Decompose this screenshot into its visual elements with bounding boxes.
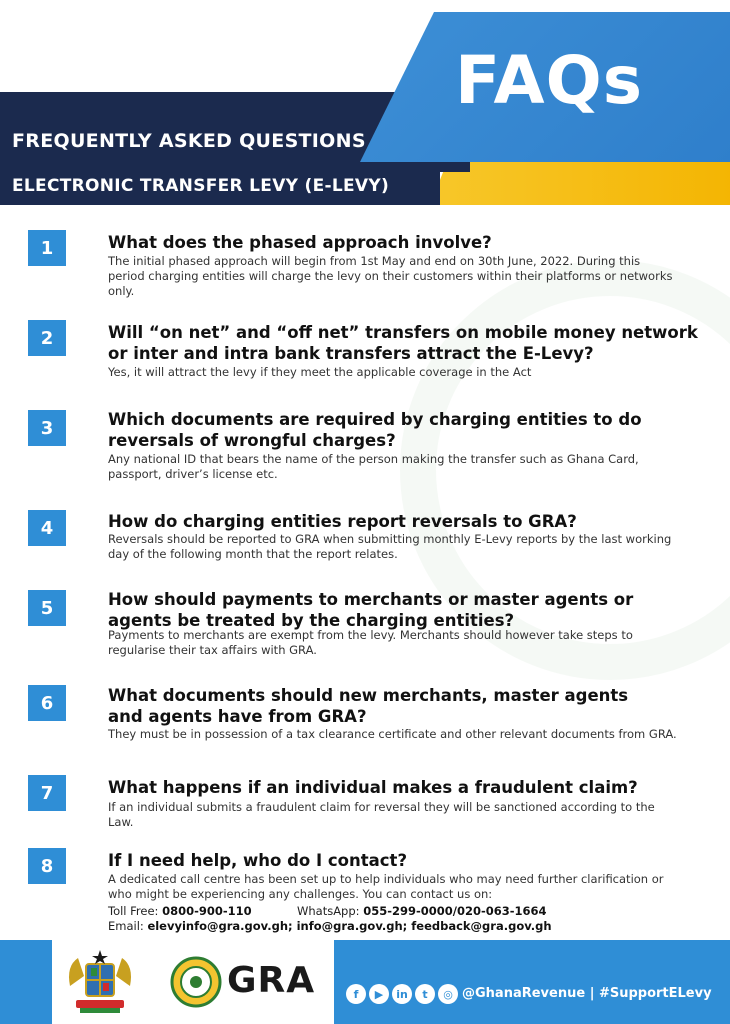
faq-number-badge: 1 (28, 230, 66, 266)
faq-number-badge: 3 (28, 410, 66, 446)
faq-number-badge: 7 (28, 775, 66, 811)
faq-question: What happens if an individual makes a fraudulent claim? (108, 778, 638, 797)
faq-question: What does the phased approach involve? (108, 233, 492, 252)
faqs-badge: FAQs (455, 42, 643, 119)
faq-answer: Payments to merchants are exempt from the levy. Merchants should however take steps to regularise their tax affairs with GRA. (108, 628, 633, 657)
faq-number-badge: 2 (28, 320, 66, 356)
page-subtitle: ELECTRONIC TRANSFER LEVY (E-LEVY) (12, 176, 390, 196)
contact-phone-row (108, 904, 547, 918)
social-icons (346, 984, 458, 1004)
faq-question: How should payments to merchants or master agents or agents be treated by the charging entities? (108, 590, 634, 630)
youtube-icon[interactable]: ▶ (369, 984, 389, 1004)
email-label: Email: (108, 919, 144, 933)
faq-answer: Reversals should be reported to GRA when submitting monthly E-Levy reports by the last working day of the following month that the report relates. (108, 532, 672, 561)
whatsapp-label: WhatsApp: (296, 904, 360, 918)
header-banner (0, 0, 730, 205)
faq-number-badge: 4 (28, 510, 66, 546)
faq-answer: Any national ID that bears the name of the person making the transfer such as Ghana Card, passport, driver’s license etc. (108, 452, 639, 481)
faq-number-badge: 8 (28, 848, 66, 884)
twitter-icon[interactable]: t (415, 984, 435, 1004)
faq-answer: A dedicated call centre has been set up to help individuals who may need further clarification or who might be experiencing any challenges. You can contact us on: (108, 872, 664, 901)
gra-seal-icon (170, 956, 222, 1008)
faq-answer: If an individual submits a fraudulent claim for reversal they will be sanctioned according to the Law. (108, 800, 655, 829)
faq-number-badge: 6 (28, 685, 66, 721)
faq-answer: They must be in possession of a tax clearance certificate and other relevant documents from GRA. (108, 727, 677, 741)
email-addresses[interactable]: elevyinfo@gra.gov.gh; info@gra.gov.gh; feedback@gra.gov.gh (147, 919, 552, 933)
faq-question: How do charging entities report reversals to GRA? (108, 512, 577, 531)
faq-question: What documents should new merchants, master agents and agents have from GRA? (108, 686, 629, 726)
ghana-coat-of-arms-icon (64, 946, 136, 1018)
facebook-icon[interactable]: f (346, 984, 366, 1004)
social-handle: @GhanaRevenue | #SupportELevy (462, 986, 712, 1001)
faq-question: Which documents are required by charging entities to do reversals of wrongful charges? (108, 410, 642, 450)
faq-answer: Yes, it will attract the levy if they meet the applicable coverage in the Act (108, 365, 532, 379)
faq-question: Will “on net” and “off net” transfers on mobile money network or inter and intra bank transfers attract the E-Levy? (108, 323, 698, 363)
faq-question: If I need help, who do I contact? (108, 851, 408, 870)
gra-logo-text: GRA (227, 960, 316, 1001)
page-title: FREQUENTLY ASKED QUESTIONS (12, 130, 366, 152)
toll-free-number[interactable]: 0800-900-110 (162, 904, 252, 918)
contact-email-row (108, 919, 552, 933)
footer-bar (0, 940, 730, 1024)
faq-number-badge: 5 (28, 590, 66, 626)
toll-free-label: Toll Free: (108, 904, 159, 918)
instagram-icon[interactable]: ◎ (438, 984, 458, 1004)
linkedin-icon[interactable]: in (392, 984, 412, 1004)
whatsapp-number[interactable]: 055-299-0000/020-063-1664 (363, 904, 547, 918)
faq-answer: The initial phased approach will begin from 1st May and end on 30th June, 2022. During this period charging entities will charge the levy on their customers within their platforms or networks only. (108, 254, 673, 298)
